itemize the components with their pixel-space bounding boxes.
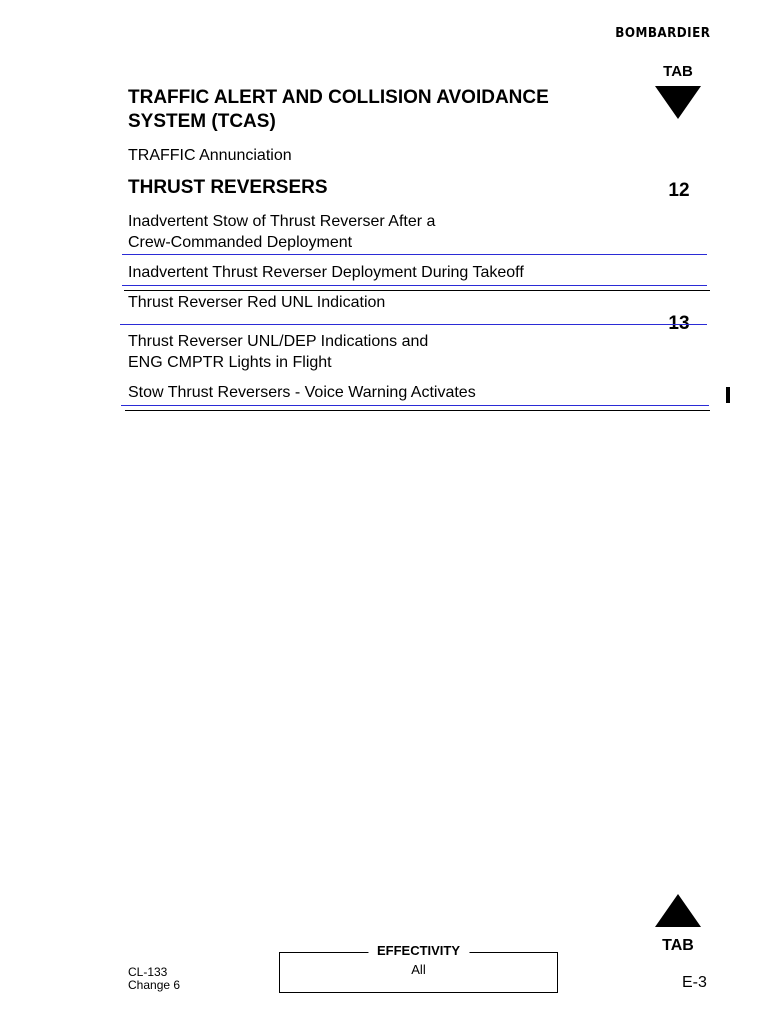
effectivity-title: EFFECTIVITY bbox=[368, 943, 469, 958]
entry-text: ENG CMPTR Lights in Flight bbox=[128, 354, 332, 371]
entry-text: Thrust Reverser Red UNL Indication bbox=[128, 294, 386, 311]
heading-line: SYSTEM (TCAS) bbox=[128, 111, 276, 132]
document-info bbox=[128, 966, 180, 992]
entry-text: Crew-Commanded Deployment bbox=[128, 234, 353, 251]
divider-line bbox=[120, 324, 707, 325]
entry-traffic-annunciation[interactable] bbox=[128, 145, 292, 166]
top-tab-label: TAB bbox=[663, 63, 693, 80]
triangle-down-icon bbox=[655, 86, 701, 119]
section-heading-thrust-reversers: THRUST REVERSERS bbox=[128, 177, 328, 198]
tab-number-13[interactable]: 13 bbox=[668, 313, 690, 334]
effectivity-value: All bbox=[411, 962, 426, 977]
bombardier-logo: BOMBARDIER bbox=[614, 26, 710, 41]
effectivity-box bbox=[279, 943, 558, 993]
heading-line: TRAFFIC ALERT AND COLLISION AVOIDANCE bbox=[128, 87, 549, 108]
entry-inadvertent-deployment-takeoff[interactable] bbox=[128, 262, 524, 283]
entry-text: Inadvertent Thrust Reverser Deployment During Takeoff bbox=[128, 264, 524, 281]
entry-inadvertent-stow[interactable] bbox=[128, 211, 435, 253]
divider-line bbox=[122, 254, 707, 255]
divider-line bbox=[125, 410, 710, 411]
entry-text: Inadvertent Stow of Thrust Reverser After a bbox=[128, 213, 436, 230]
change-bar bbox=[726, 387, 730, 403]
entry-unl-dep-indications[interactable] bbox=[128, 331, 428, 373]
entry-stow-voice-warning[interactable] bbox=[128, 382, 476, 403]
entry-red-unl-indication[interactable] bbox=[128, 292, 385, 313]
section-heading-tcas bbox=[128, 86, 549, 134]
change-number: Change 6 bbox=[128, 978, 181, 992]
page-number: E-3 bbox=[682, 974, 707, 991]
tab-number-12[interactable]: 12 bbox=[668, 180, 690, 201]
bottom-tab-label: TAB bbox=[662, 937, 694, 954]
document-id: CL-133 bbox=[128, 965, 168, 979]
entry-text: Thrust Reverser UNL/DEP Indications and bbox=[128, 333, 429, 350]
triangle-up-icon bbox=[655, 894, 701, 927]
divider-line bbox=[124, 290, 710, 291]
entry-text: Stow Thrust Reversers - Voice Warning Activates bbox=[128, 384, 476, 401]
entry-text: TRAFFIC Annunciation bbox=[128, 147, 292, 164]
divider-line bbox=[122, 285, 707, 286]
divider-line bbox=[121, 405, 709, 406]
